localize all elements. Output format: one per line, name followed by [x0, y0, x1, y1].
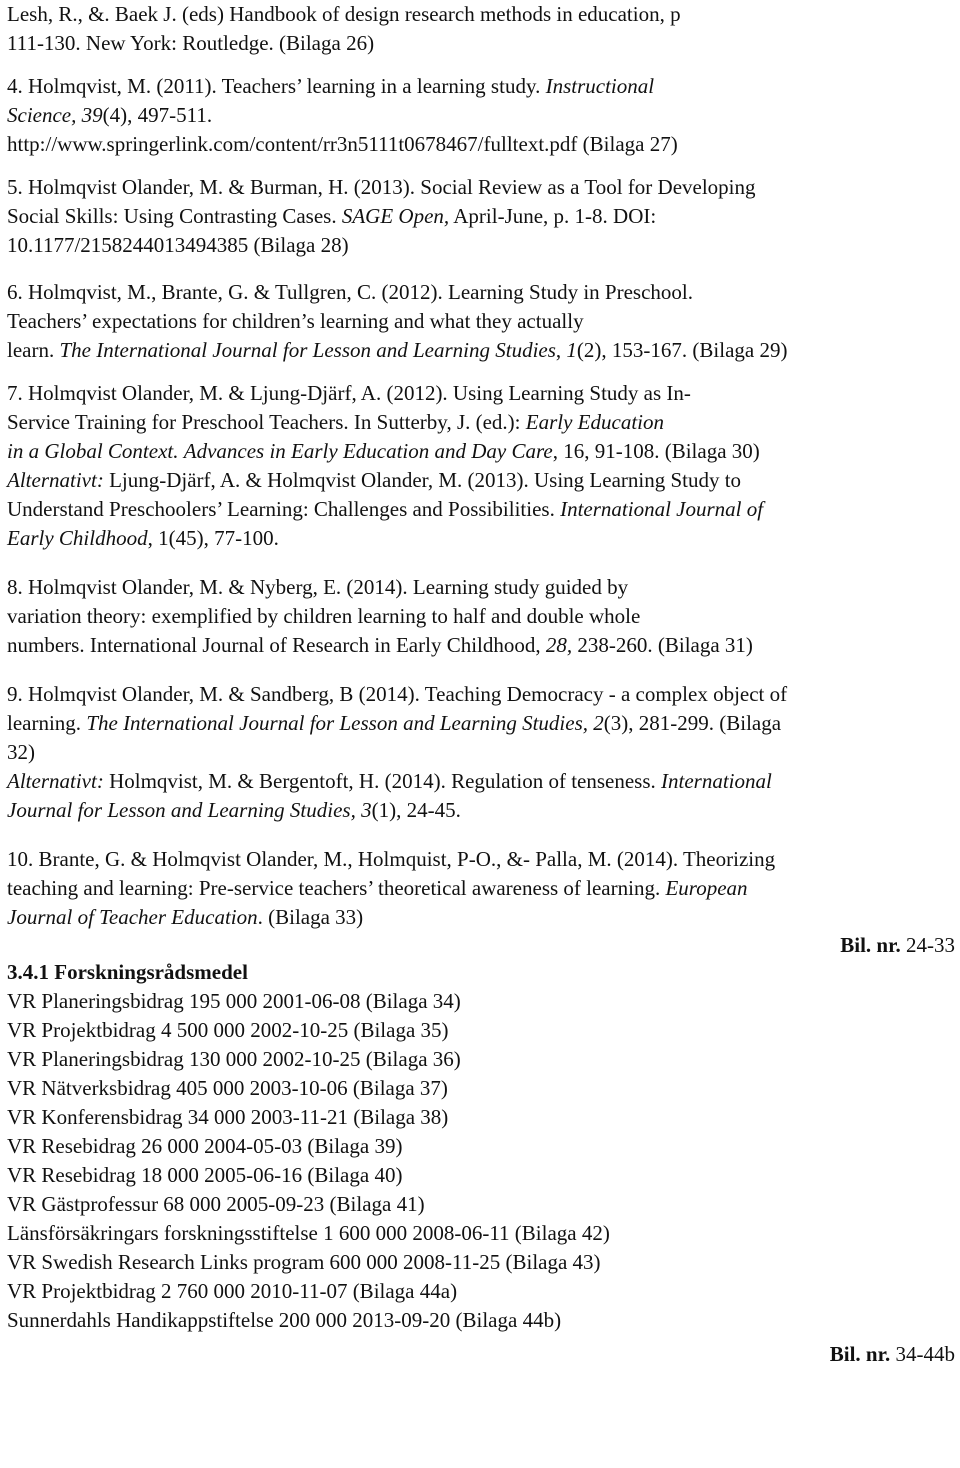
series-title: Advances in Early Education and Day Care [183, 439, 553, 463]
grant-item: VR Resebidrag 18 000 2005-06-16 (Bilaga 40) [7, 1163, 403, 1187]
attachment-label: Bil. nr. [829, 1342, 891, 1366]
grant-item: VR Gästprofessur 68 000 2005-09-23 (Bilaga 41) [7, 1192, 425, 1216]
grant-item: Länsförsäkringars forskningsstiftelse 1 600 000 2008-06-11 (Bilaga 42) [7, 1221, 610, 1245]
journal-title: International Journal of [560, 497, 764, 521]
ref-line [7, 336, 955, 365]
ref-line [7, 903, 955, 932]
ref-text: Service Training for Preschool Teachers. In Sutterby, J. (ed.): [7, 410, 526, 434]
ref-text: , 16, 91-108. (Bilaga 30) [552, 439, 760, 463]
ref-text: , [555, 338, 567, 362]
ref-text: (1), 24-45. [371, 798, 461, 822]
journal-title: The International Journal for Lesson and Learning Studies, 2 [86, 711, 604, 735]
ref-line: 9. Holmqvist Olander, M. & Sandberg, B (2014). Teaching Democracy - a complex object of [7, 682, 788, 706]
volume: 28, [545, 633, 573, 657]
reference-10 [7, 845, 955, 932]
ref-line [7, 495, 955, 524]
ref-text: (2), 153-167. (Bilaga 29) [576, 338, 788, 362]
grant-item: VR Resebidrag 26 000 2004-05-03 (Bilaga 39) [7, 1134, 403, 1158]
journal-title: International [661, 769, 772, 793]
ref-text: . (Bilaga 33) [257, 905, 364, 929]
attachment-range [7, 1341, 955, 1367]
ref-line [7, 466, 955, 495]
ref-line [7, 437, 955, 466]
grant-item: Sunnerdahls Handikappstiftelse 200 000 2013-09-20 (Bilaga 44b) [7, 1308, 562, 1332]
ref-line [7, 631, 955, 660]
ref-line: 32) [7, 740, 35, 764]
ref-text: April-June, p. 1-8. DOI: [449, 204, 657, 228]
reference-5 [7, 173, 955, 260]
grant-item: VR Projektbidrag 4 500 000 2002-10-25 (Bilaga 35) [7, 1018, 449, 1042]
journal-title: SAGE Open, [341, 204, 450, 228]
journal-title: Journal for Lesson and Learning Studies, 3 [7, 798, 372, 822]
journal-title: The International Journal for Lesson and Learning Studies [59, 338, 556, 362]
ref-line: 6. Holmqvist, M., Brante, G. & Tullgren, C. (2012). Learning Study in Preschool. [7, 280, 693, 304]
ref-line: Teachers’ expectations for children’s learning and what they actually [7, 309, 584, 333]
ref-text: (4), 497-511. [102, 103, 213, 127]
ref-line [7, 874, 955, 903]
attachment-value: 34-44b [890, 1342, 955, 1366]
reference-3-continuation [7, 0, 955, 58]
ref-line [7, 101, 955, 130]
alternative-label: Alternativt: [7, 769, 104, 793]
journal-title: Early Childhood [7, 526, 148, 550]
ref-line [7, 408, 955, 437]
document-page [7, 0, 955, 1367]
grant-item: VR Projektbidrag 2 760 000 2010-11-07 (Bilaga 44a) [7, 1279, 458, 1303]
ref-line [7, 202, 955, 231]
journal-title: Instructional [545, 74, 655, 98]
ref-text: , 1(45), 77-100. [147, 526, 279, 550]
ref-text: teaching and learning: Pre-service teachers’ theoretical awareness of learning. [7, 876, 666, 900]
ref-text: Ljung-Djärf, A. & Holmqvist Olander, M. (2013). Using Learning Study to [103, 468, 742, 492]
ref-line: variation theory: exemplified by children learning to half and double whole [7, 604, 641, 628]
ref-line: 10.1177/2158244013494385 (Bilaga 28) [7, 233, 349, 257]
reference-7 [7, 379, 955, 553]
reference-9 [7, 680, 955, 825]
volume: 1 [566, 338, 577, 362]
journal-title: Journal of Teacher Education [7, 905, 258, 929]
grants-list [7, 987, 955, 1335]
ref-line: Lesh, R., &. Baek J. (eds) Handbook of design research methods in education, p [7, 2, 681, 26]
ref-line [7, 767, 955, 796]
grant-item: VR Nätverksbidrag 405 000 2003-10-06 (Bilaga 37) [7, 1076, 448, 1100]
reference-4 [7, 72, 955, 159]
ref-line: 8. Holmqvist Olander, M. & Nyberg, E. (2014). Learning study guided by [7, 575, 629, 599]
alternative-label: Alternativt: [7, 468, 104, 492]
ref-line: 7. Holmqvist Olander, M. & Ljung-Djärf, A. (2012). Using Learning Study as In- [7, 381, 691, 405]
ref-text: Holmqvist, M. & Bergentoft, H. (2014). Regulation of tenseness. [103, 769, 662, 793]
reference-6 [7, 278, 955, 365]
ref-text: 4. Holmqvist, M. (2011). Teachers’ learning in a learning study. [7, 74, 546, 98]
attachment-label: Bil. nr. [840, 933, 901, 957]
grant-item: VR Planeringsbidrag 130 000 2002-10-25 (Bilaga 36) [7, 1047, 461, 1071]
ref-text: numbers. International Journal of Research in Early Childhood, [7, 633, 546, 657]
attachment-value: 24-33 [900, 933, 955, 957]
ref-line [7, 796, 955, 825]
ref-line: 5. Holmqvist Olander, M. & Burman, H. (2013). Social Review as a Tool for Developing [7, 175, 756, 199]
ref-line: 10. Brante, G. & Holmqvist Olander, M., Holmquist, P-O., &- Palla, M. (2014). Theorizing [7, 847, 776, 871]
ref-text: 238-260. (Bilaga 31) [572, 633, 753, 657]
ref-text: Understand Preschoolers’ Learning: Challenges and Possibilities. [7, 497, 561, 521]
book-title: Early Education [525, 410, 664, 434]
grant-item: VR Swedish Research Links program 600 000 2008-11-25 (Bilaga 43) [7, 1250, 601, 1274]
journal-title: European [665, 876, 748, 900]
ref-url-line: http://www.springerlink.com/content/rr3n5111t0678467/fulltext.pdf (Bilaga 27) [7, 132, 678, 156]
reference-8 [7, 573, 955, 660]
book-title: in a Global Context. [7, 439, 179, 463]
ref-line [7, 524, 955, 553]
grant-item: VR Konferensbidrag 34 000 2003-11-21 (Bilaga 38) [7, 1105, 449, 1129]
attachment-range [7, 932, 955, 958]
section-heading: 3.4.1 Forskningsrådsmedel [7, 960, 248, 984]
ref-text: learning. [7, 711, 87, 735]
ref-text: Social Skills: Using Contrasting Cases. [7, 204, 342, 228]
ref-line [7, 709, 955, 738]
ref-line: 111-130. New York: Routledge. (Bilaga 26) [7, 31, 375, 55]
ref-line [7, 72, 955, 101]
ref-text: (3), 281-299. (Bilaga [603, 711, 782, 735]
journal-title: Science, 39 [7, 103, 103, 127]
grant-item: VR Planeringsbidrag 195 000 2001-06-08 (Bilaga 34) [7, 989, 461, 1013]
ref-text: learn. [7, 338, 60, 362]
